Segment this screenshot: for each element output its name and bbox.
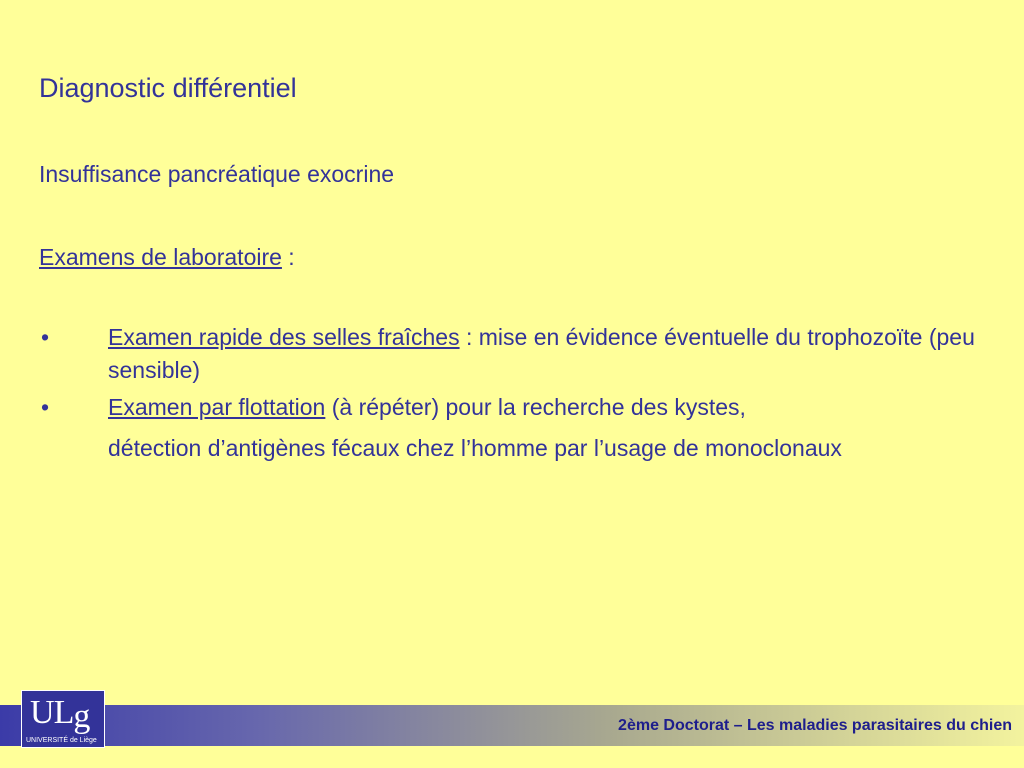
bullet-item <box>39 391 989 465</box>
section-heading <box>39 241 295 273</box>
logo-mark <box>30 691 89 735</box>
footer-text: 2ème Doctorat – Les maladies parasitaires du chien <box>618 717 1012 734</box>
bullet-underlined-text: Examen par flottation <box>108 394 326 420</box>
section-heading-suffix: : <box>281 244 295 270</box>
bullet-continuation-text: détection d’antigènes fécaux chez l’homme par l’usage de monoclonaux <box>108 435 842 461</box>
logo-caption: UNIVERSITÉ de Liège <box>26 737 97 744</box>
bullet-underlined-text: Examen rapide des selles fraîches <box>108 324 460 350</box>
footer-band <box>0 705 1024 746</box>
bullet-rest-text: : mise en évidence éventuelle du trophozoïte (peu sensible) <box>108 324 975 383</box>
slide-title: Diagnostic différentiel <box>39 73 297 103</box>
bullet-text <box>108 391 989 465</box>
bullet-item <box>39 321 989 387</box>
university-logo <box>21 690 105 748</box>
logo-letter-u: U <box>30 694 54 731</box>
logo-letter-g: g <box>73 698 90 735</box>
section-heading-label: Examens de laboratoire <box>39 244 282 270</box>
bullet-text <box>108 321 989 387</box>
bullet-marker: • <box>41 394 50 420</box>
logo-letter-l: L <box>53 694 74 731</box>
slide-subtitle: Insuffisance pancréatique exocrine <box>39 161 395 187</box>
bullet-rest-text: (à répéter) pour la recherche des kystes, <box>325 394 746 420</box>
bullet-marker: • <box>41 324 50 350</box>
bullet-list <box>39 321 989 469</box>
